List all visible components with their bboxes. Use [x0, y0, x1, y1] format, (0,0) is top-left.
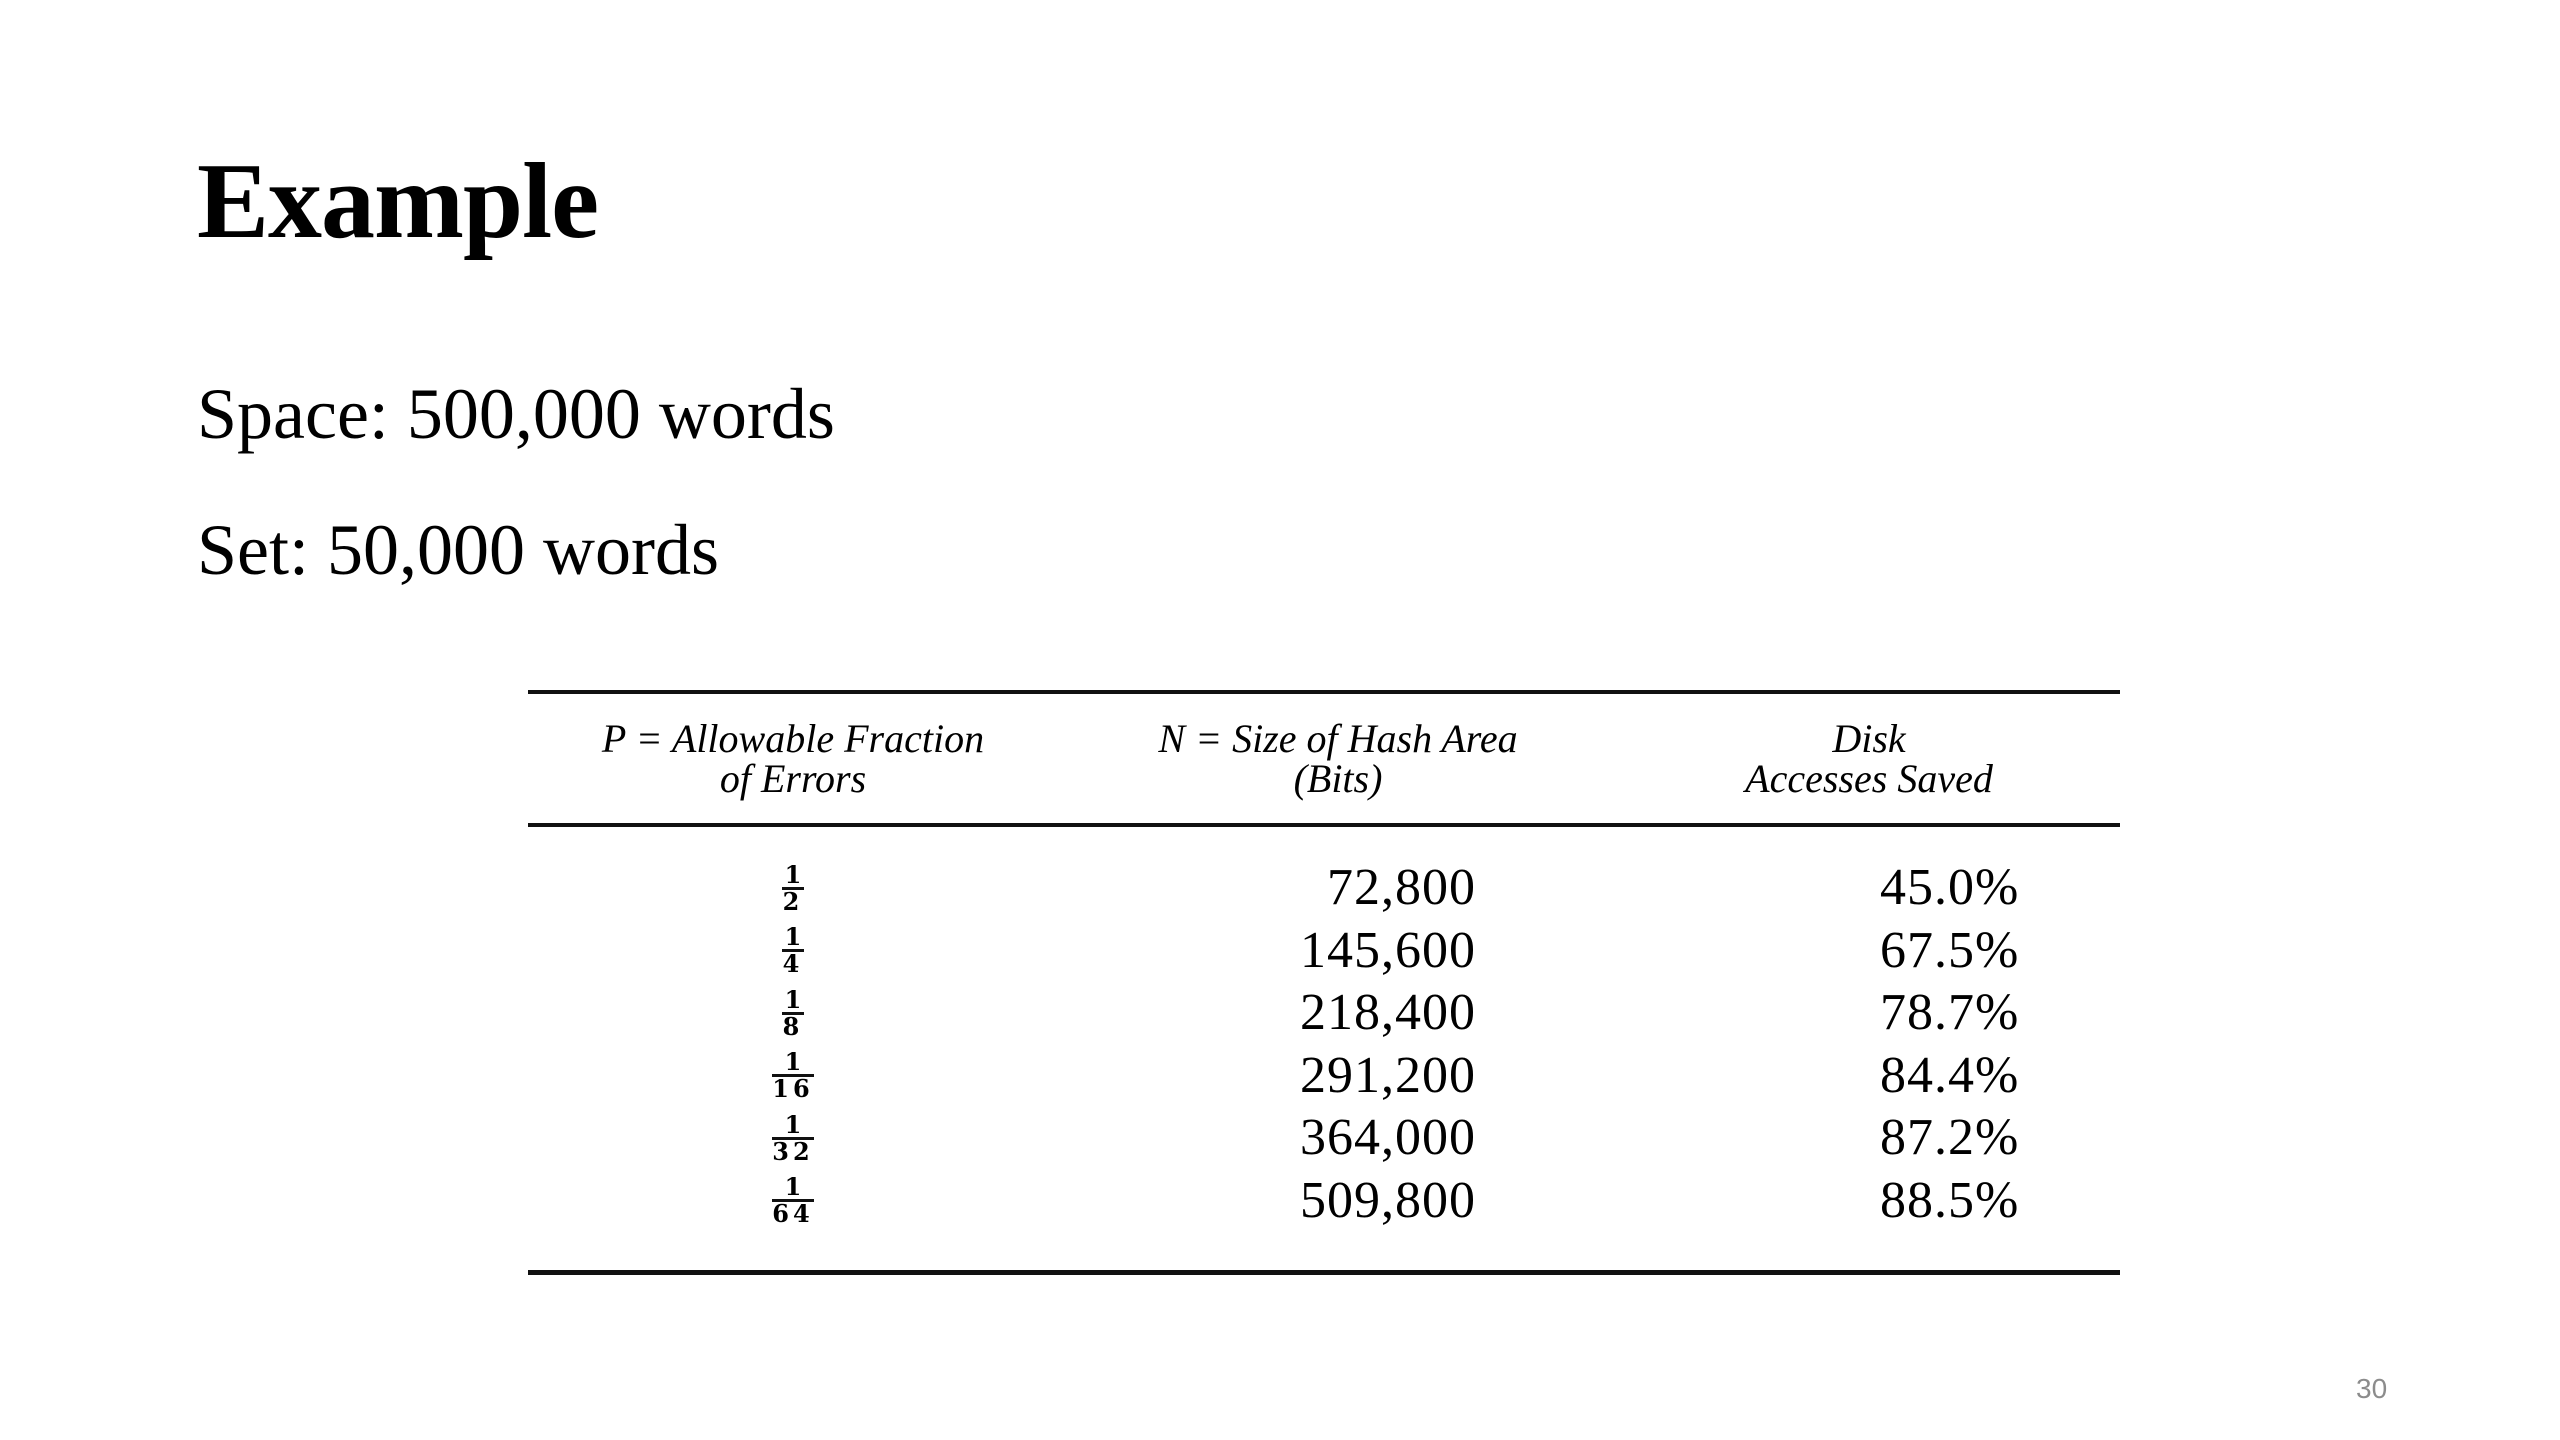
- hash-size-cell: 291,200: [1300, 1046, 1476, 1104]
- hash-size-cell: 218,400: [1300, 984, 1476, 1042]
- header-line: N = Size of Hash Area: [1158, 715, 1518, 761]
- header-disk-accesses: [1618, 715, 2120, 801]
- header-line: Disk: [1832, 715, 1906, 761]
- header-line: P = Allowable Fraction: [601, 715, 985, 761]
- table-row: [528, 857, 2120, 920]
- table-row: [528, 982, 2120, 1045]
- fraction: [782, 859, 804, 916]
- table-row: [528, 920, 2120, 983]
- set-line: Set: 50,000 words: [197, 510, 719, 590]
- table-row: [528, 1045, 2120, 1108]
- fraction-denominator: 32: [772, 1136, 814, 1166]
- fraction-cell: [528, 1109, 1058, 1166]
- hash-table: [528, 690, 2120, 1275]
- fraction-denominator: 8: [782, 1011, 804, 1041]
- fraction-numerator: 1: [784, 1109, 802, 1139]
- table-body: [528, 827, 2120, 1270]
- fraction-cell: [528, 1047, 1058, 1104]
- fraction-numerator: 1: [784, 859, 802, 889]
- fraction-denominator: 4: [782, 949, 804, 979]
- fraction-cell: [528, 922, 1058, 979]
- fraction-cell: [528, 859, 1058, 916]
- fraction: [772, 1109, 814, 1166]
- fraction: [772, 1172, 814, 1229]
- hash-size-cell: 509,800: [1300, 1171, 1476, 1229]
- fraction: [782, 984, 804, 1041]
- accesses-saved-cell: 88.5%: [1880, 1171, 2020, 1229]
- fraction-numerator: 1: [784, 1172, 802, 1202]
- fraction-denominator: 16: [772, 1074, 814, 1104]
- fraction-cell: [528, 1172, 1058, 1229]
- fraction-cell: [528, 984, 1058, 1041]
- fraction-numerator: 1: [784, 984, 802, 1014]
- hash-size-cell: 364,000: [1300, 1109, 1476, 1167]
- table-bottom-rule: [528, 1270, 2120, 1275]
- fraction: [772, 1047, 814, 1104]
- fraction: [782, 922, 804, 979]
- fraction-numerator: 1: [784, 922, 802, 952]
- accesses-saved-cell: 45.0%: [1880, 859, 2020, 917]
- accesses-saved-cell: 67.5%: [1880, 921, 2020, 979]
- table-row: [528, 1107, 2120, 1170]
- table-row: [528, 1170, 2120, 1233]
- header-line: Accesses Saved: [1745, 755, 1993, 801]
- header-line: of Errors: [719, 755, 867, 801]
- hash-size-cell: 145,600: [1300, 921, 1476, 979]
- slide-title: Example: [197, 142, 599, 261]
- accesses-saved-cell: 78.7%: [1880, 984, 2020, 1042]
- fraction-numerator: 1: [784, 1047, 802, 1077]
- header-error-fraction: [528, 715, 1058, 801]
- accesses-saved-cell: 84.4%: [1880, 1046, 2020, 1104]
- header-line: (Bits): [1293, 755, 1383, 801]
- hash-size-cell: 72,800: [1327, 859, 1476, 917]
- table-header: [528, 694, 2120, 823]
- fraction-denominator: 64: [772, 1199, 814, 1229]
- header-hash-size: [1058, 715, 1618, 801]
- fraction-denominator: 2: [782, 886, 804, 916]
- space-line: Space: 500,000 words: [197, 374, 835, 454]
- accesses-saved-cell: 87.2%: [1880, 1109, 2020, 1167]
- page-number: 30: [2356, 1373, 2388, 1404]
